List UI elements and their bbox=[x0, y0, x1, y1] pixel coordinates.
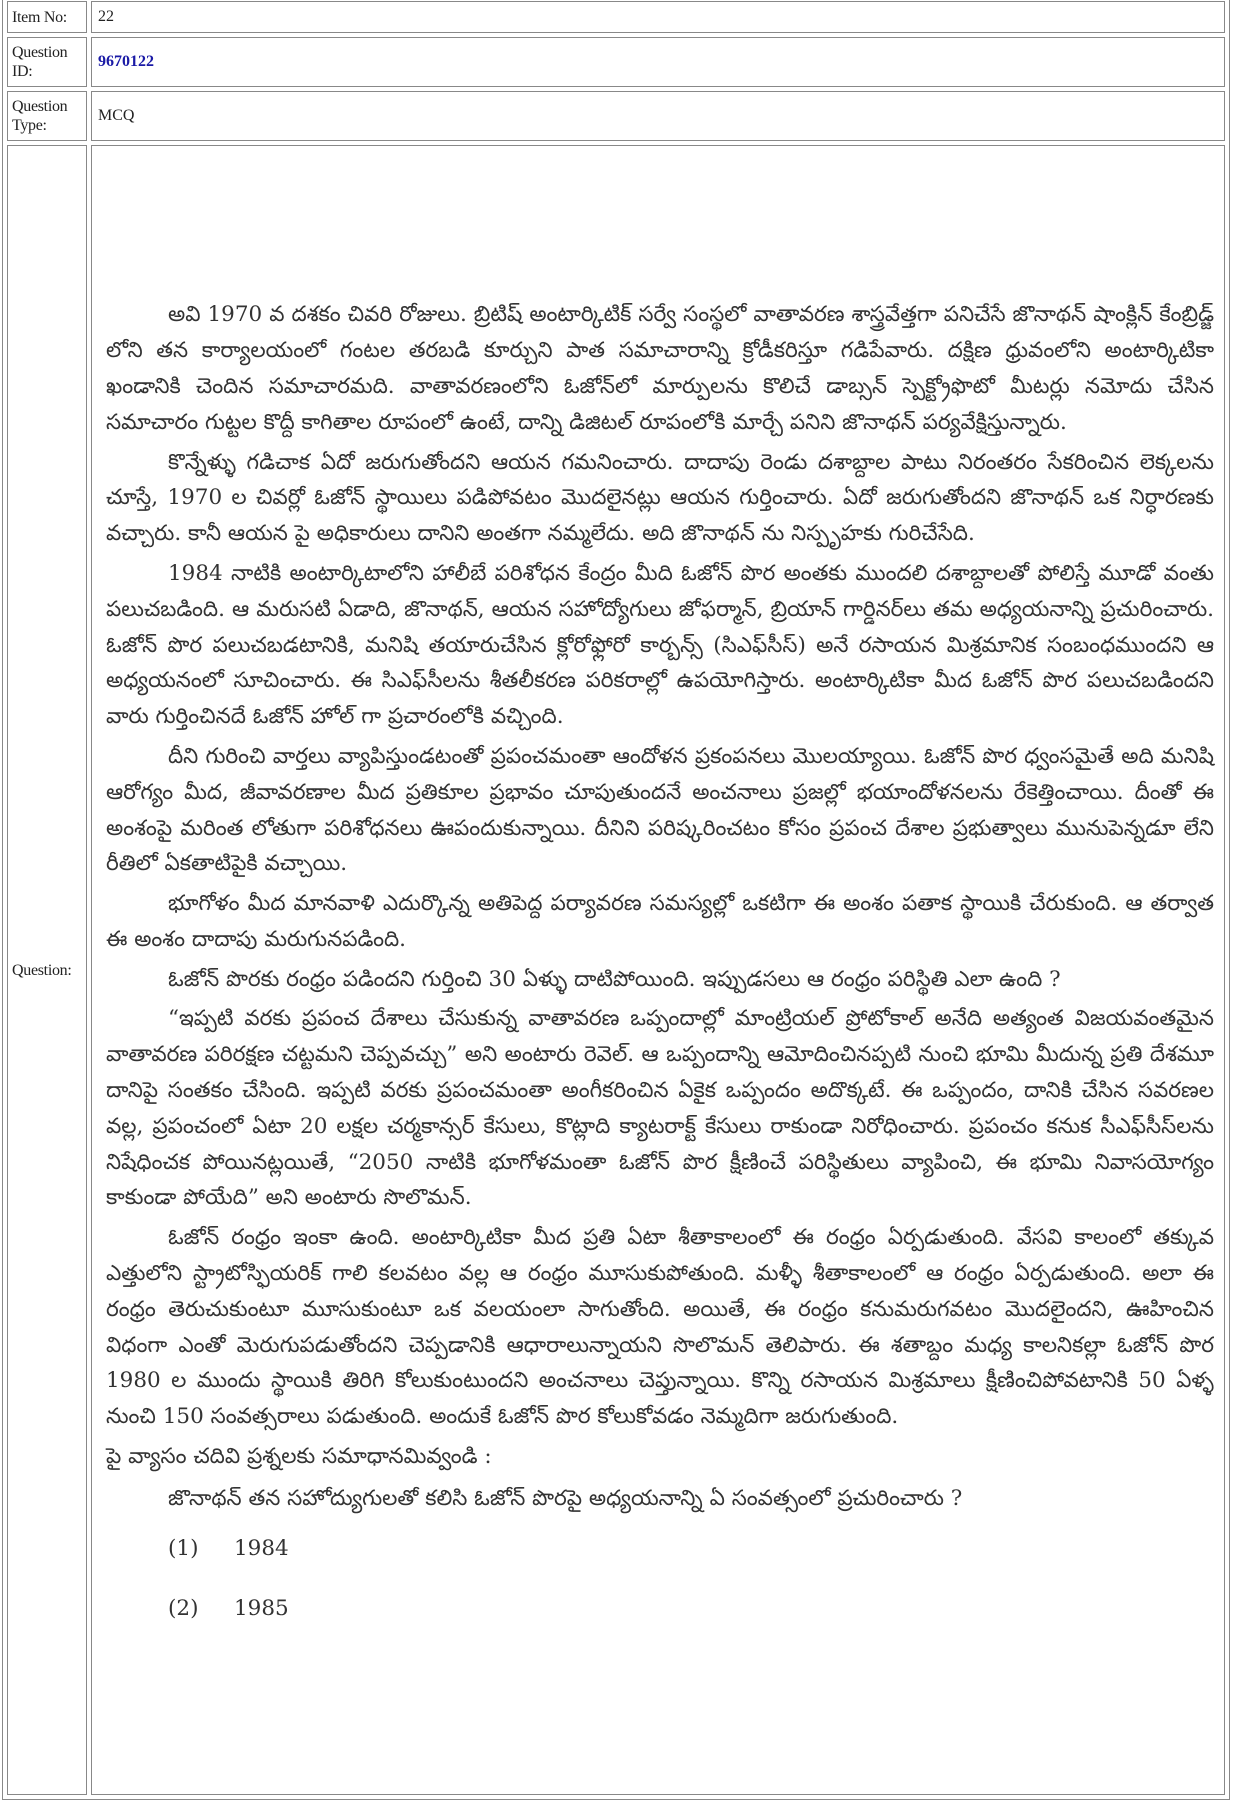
passage-paragraph: భూగోళం మీద మానవాళి ఎదుర్కొన్న అతిపెద్ద పర్యావరణ సమస్యల్లో ఒకటిగా ఈ అంశం పతాక స్థాయికి చేరుకుంది. ఆ తర్వాత ఈ అంశం దాదాపు మరుగునపడింది. bbox=[106, 891, 1214, 952]
instruction-text: పై వ్యాసం చదివి ప్రశ్నలకు సమాధానమివ్వండి : bbox=[106, 1444, 492, 1470]
option-number: (2) bbox=[168, 1595, 199, 1621]
passage-paragraph: కొన్నేళ్ళు గడిచాక ఏదో జరుగుతోందని ఆయన గమనించారు. దాదాపు రెండు దశాబ్దాల పాటు నిరంతరం సేకరించిన లెక్కలను చూస్తే, 1970 ల చివర్లో ఓజోన్ స్థాయిలు పడిపోవటం మొదలైనట్లు ఆయన గుర్తించారు. ఏదో జరుగుతోందని జొనాథన్ ఒక నిర్ధారణకు వచ్చారు. కానీ ఆయన పై అధికారులు దానిని అంతగా నమ్మలేదు. అది జొనాథన్ ను నిస్పృహకు గురిచేసేది. bbox=[106, 449, 1214, 547]
passage-paragraph: 1984 నాటికి అంటార్కిటాలోని హాలీబే పరిశోధన కేంద్రం మీది ఓజోన్ పొర అంతకు ముందలి దశాబ్దాలతో పోలిస్తే మూడో వంతు పలుచబడింది. ఆ మరుసటి ఏడాది, జొనాథన్, ఆయన సహోద్యోగులు జోఫర్మాన్, బ్రియాన్ గార్డినర్‌లు తమ అధ్యయనాన్ని ప్రచురించారు. ఓజోన్ పొర పలుచబడటానికి, మనిషి తయారుచేసిన క్లోరోఫ్లోరో కార్బన్స్ (సిఎఫ్‌సీస్) అనే రసాయన మిశ్రమానిక సంబంధముందని ఆ అధ్యయనంలో సూచించారు. ఈ సిఎఫ్‌సీలను శీతలీకరణ పరికరాల్లో ఉపయోగిస్తారు. అంటార్కిటికా మీద ఓజోన్ పొర పలుచబడిందని వారు గుర్తించినదే ఓజోన్ హోల్ గా ప్రచారంలోకి వచ్చింది. bbox=[106, 560, 1214, 730]
passage-paragraph: అవి 1970 వ దశకం చివరి రోజులు. బ్రిటిష్ అంటార్కిటిక్ సర్వే సంస్థలో వాతావరణ శాస్త్రవేత్తగా పనిచేసే జొనాథన్ షాంక్లిన్ కేంబ్రిడ్జ్ లోని తన కార్యాలయంలో గంటల తరబడి కూర్చుని పాత సమాచారాన్ని క్రోడీకరిస్తూ గడిపేవారు. దక్షిణ ధ్రువంలోని అంటార్కిటికా ఖండానికి చెందిన సమాచారమది. వాతావరణంలోని ఓజోన్‌లో మార్పులను కొలిచే డాబ్సన్ స్పెక్ట్రోఫొటో మీటర్లు నమోదు చేసిన సమాచారం గుట్టల కొద్దీ కాగితాల రూపంలో ఉంటే, దాన్ని డిజిటల్ రూపంలోకి మార్చే పనిని జొనాథన్ పర్యవేక్షిస్తున్నారు. bbox=[106, 302, 1214, 435]
option-2[interactable] bbox=[168, 1591, 1214, 1639]
option-number: (1) bbox=[168, 1535, 199, 1561]
question-type-label: Question Type: bbox=[7, 91, 87, 141]
question-id-value: 9670122 bbox=[91, 37, 1225, 87]
question-table bbox=[2, 0, 1230, 1800]
passage-paragraph: ఓజోన్ రంధ్రం ఇంకా ఉంది. అంటార్కిటికా మీద ప్రతి ఏటా శీతాకాలంలో ఈ రంధ్రం ఏర్పడుతుంది. వేసవి కాలంలో తక్కువ ఎత్తులోని స్ట్రాటోస్ఫియరిక్ గాలి కలవటం వల్ల ఆ రంధ్రం మూసుకుపోతుంది. మళ్ళీ శీతాకాలంలో ఆ రంధ్రం ఏర్పడుతుంది. అలా ఈ రంధ్రం తెరుచుకుంటూ మూసుకుంటూ ఒక వలయంలా సాగుతోంది. అయితే, ఈ రంధ్రం కనుమరుగవటం మొదలైందని, ఊహించిన విధంగా ఎంతో మెరుగుపడుతోందని చెప్పడానికి ఆధారాలున్నాయని సొలొమన్ తెలిపారు. ఈ శతాబ్దం మధ్య కాలనికల్లా ఓజోన్ పొర 1980 ల ముందు స్థాయికి తిరిగి కోలుకుంటుందని అంచనాలు చెప్తున్నాయి. కొన్ని రసాయన మిశ్రమాలు క్షీణించిపోవటానికి 50 ఏళ్ళ నుంచి 150 సంవత్సరాలు పడుతుంది. అందుకే ఓజోన్ పొర కోలుకోవడం నెమ్మదిగా జరుగుతుంది. bbox=[106, 1225, 1214, 1430]
option-1[interactable] bbox=[168, 1531, 1214, 1579]
question-label: Question: bbox=[7, 145, 87, 1795]
option-text: 1984 bbox=[234, 1535, 289, 1561]
item-no-value: 22 bbox=[91, 1, 1225, 33]
question-id-row bbox=[7, 37, 1225, 87]
question-row bbox=[7, 145, 1225, 1795]
option-text: 1985 bbox=[234, 1595, 289, 1621]
question-id-label: Question ID: bbox=[7, 37, 87, 87]
question-type-row bbox=[7, 91, 1225, 141]
question-body bbox=[91, 145, 1225, 1795]
passage-paragraph: “ఇప్పటి వరకు ప్రపంచ దేశాలు చేసుకున్న వాతావరణ ఒప్పందాల్లో మాంట్రియల్ ప్రోటోకాల్ అనేది అత్యంత విజయవంతమైన వాతావరణ పరిరక్షణ చట్టమని చెప్పవచ్చు” అని అంటారు రెవెల్. ఆ ఒప్పందాన్ని ఆమోదించినప్పటి నుంచి భూమి మీదున్న ప్రతి దేశమూ దానిపై సంతకం చేసింది. ఇప్పటి వరకు ప్రపంచమంతా అంగీకరించిన ఏకైక ఒప్పందం అదొక్కటే. ఈ ఒప్పందం, దానికి చేసిన సవరణల వల్ల, ప్రపంచంలో ఏటా 20 లక్షల చర్మకాన్సర్ కేసులు, కొట్లాది క్యాటరాక్ట్ కేసులు రాకుండా నిరోధించారు. ప్రపంచం కనుక సీఎఫ్‌సీస్‌లను నిషేధించక పోయినట్లయితే, “2050 నాటికి భూగోళమంతా ఓజోన్ పొర క్షీణించే పరిస్థితులు వ్యాపించి, ఈ భూమి నివాసయోగ్యం కాకుండా పోయేది” అని అంటారు సొలొమన్. bbox=[106, 1006, 1214, 1211]
item-no-label: Item No: bbox=[7, 1, 87, 33]
passage-paragraph: దీని గురించి వార్తలు వ్యాపిస్తుండటంతో ప్రపంచమంతా ఆందోళన ప్రకంపనలు మొలయ్యాయి. ఓజోన్ పొర ధ్వంసమైతే అది మనిషి ఆరోగ్యం మీద, జీవావరణాల మీద ప్రతికూల ప్రభావం చూపుతుందనే అంచనాలు ప్రజల్లో భయాందోళనలను రేకెత్తించాయి. దీంతో ఈ అంశంపై మరింత లోతుగా పరిశోధనలు ఊపందుకున్నాయి. దీనిని పరిష్కరించటం కోసం ప్రపంచ దేశాల ప్రభుత్వాలు మునుపెన్నడూ లేని రీతిలో ఏకతాటిపైకి వచ్చాయి. bbox=[106, 743, 1214, 877]
passage-paragraph: ఓజోన్ పొరకు రంధ్రం పడిందని గుర్తించి 30 ఏళ్ళు దాటిపోయింది. ఇప్పుడసలు ఆ రంధ్రం పరిస్థితి ఎలా ఉంది ? bbox=[168, 966, 1061, 992]
item-no-row bbox=[7, 1, 1225, 33]
question-text: జొనాథన్ తన సహోద్యుగులతో కలిసి ఓజోన్ పొరపై అధ్యయనాన్ని ఏ సంవత్సంలో ప్రచురించారు ? bbox=[168, 1485, 963, 1511]
question-type-value: MCQ bbox=[91, 91, 1225, 141]
